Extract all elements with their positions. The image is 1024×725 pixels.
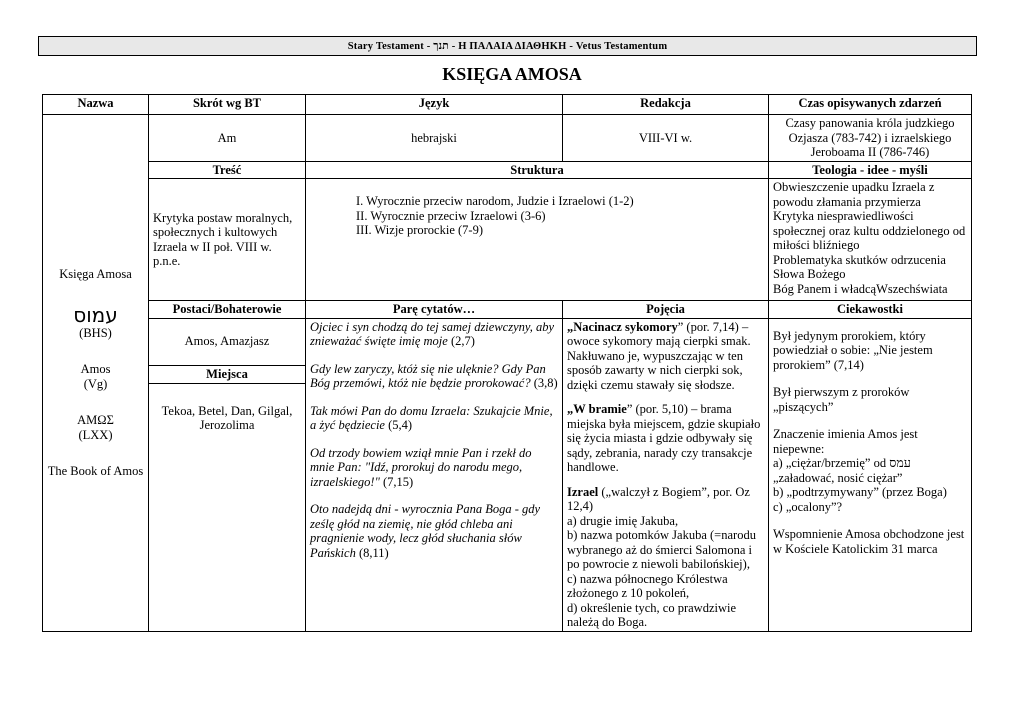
tresc-text: Krytyka postaw moralnych, społecznych i kultowych Izraela w II poł. VIII w. p.n.e. xyxy=(149,179,306,301)
name-hebrew-source: (BHS) xyxy=(79,325,112,340)
cytat-item: Ojciec i syn chodzą do tej samej dziewczyny, aby znieważać święte imię moje (2,7) xyxy=(310,319,555,348)
section-header-struktura: Struktura xyxy=(306,161,769,179)
book-summary-table xyxy=(42,94,972,632)
cytat-item: Tak mówi Pan do domu Izraela: Szukajcie Mnie, a żyć będziecie (5,4) xyxy=(310,403,553,432)
teologia-item: Obwieszczenie upadku Izraela z powodu złamania przymierza xyxy=(773,180,935,209)
pojecie-item: „W bramie” (por. 5,10) – brama miejska była miejscem, gdzie skupiało się życia miasta i gdzie odbywały się sądy, zebrania, narady czy transakcje handlowe. xyxy=(567,402,761,474)
section-header-teologia: Teologia - idee - myśli xyxy=(769,161,972,179)
section-header-cytaty: Parę cytatów… xyxy=(306,301,563,319)
name-polish: Księga Amosa xyxy=(59,267,132,281)
ciekawostka-subitem: „załadować, nosić ciężar” xyxy=(773,470,903,485)
pojecie-item: „Nacinacz sykomory” (por. 7,14) – owoce sykomory mają cierpki smak. Nakłuwano je, wypuszczając w ten sposób zawarty w nich cierpki sok, dzięki czemu stawały się słodsze. xyxy=(567,319,751,392)
czas-value: Czasy panowania króla judzkiego Ozjasza (783-742) i izraelskiego Jeroboama II (786-746) xyxy=(769,115,972,162)
pojecie-subitem: c) nazwa północnego Królestwa złożonego z 10 pokoleń, xyxy=(567,571,728,600)
ciekawostka-subitem: c) „ocalony”? xyxy=(773,499,843,514)
ciekawostka-item: Znaczenie imienia Amos jest niepewne: xyxy=(773,427,918,456)
jezyk-value: hebrajski xyxy=(306,115,563,162)
section-header-postaci: Postaci/Bohaterowie xyxy=(149,301,306,319)
cytat-item: Oto nadejdą dni - wyrocznia Pana Boga - gdy ześlę głód na ziemię, nie głód chleba ani pragnienie wody, lecz głód słuchania słów Pańskich (8,11) xyxy=(310,502,541,560)
col-header-redakcja: Redakcja xyxy=(563,95,769,115)
pojecie-item: Izrael („walczył z Bogiem”, por. Oz 12,4) xyxy=(567,484,750,513)
ciekawostki-list xyxy=(769,318,972,631)
name-latin-source: (Vg) xyxy=(83,376,108,391)
ciekawostka-item: Wspomnienie Amosa obchodzone jest w Kościele Katolickim 31 marca xyxy=(773,527,965,556)
name-latin: Amos xyxy=(80,362,111,376)
section-header-pojecia: Pojęcia xyxy=(563,301,769,319)
teologia-item: Problematyka skutków odrzucenia Słowa Bożego xyxy=(773,252,946,281)
skrot-value: Am xyxy=(149,115,306,162)
ciekawostka-item: Był jedynym prorokiem, który powiedział o sobie: „Nie jestem prorokiem” (7,14) xyxy=(773,328,933,372)
struktura-list xyxy=(306,179,769,301)
teologia-item: Bóg Panem i władcąWszechświata xyxy=(773,281,948,296)
postaci-text: Amos, Amazjasz xyxy=(149,318,306,365)
struktura-item: I. Wyrocznie przeciw narodom, Judzie i Izraelowi (1-2) xyxy=(356,194,634,208)
cytat-item: Gdy lew zaryczy, któż się nie ulęknie? Gdy Pan Bóg przemówi, któż nie będzie prorokować? (3,8) xyxy=(310,361,558,390)
name-english: The Book of Amos xyxy=(47,464,144,478)
name-greek-source: (LXX) xyxy=(78,427,113,442)
col-header-jezyk: Język xyxy=(306,95,563,115)
pojecie-subitem: b) nazwa potomków Jakuba (=narodu wybranego aż do śmierci Salomona i po powrocie z niewoli babilońskiej), xyxy=(567,528,756,571)
nazwa-cell xyxy=(43,115,149,632)
teologia-item: Krytyka niesprawiedliwości społecznej oraz kultu oddzielonego od miłości bliźniego xyxy=(773,209,966,252)
struktura-item: III. Wizje prorockie (7-9) xyxy=(356,223,483,237)
miejsca-text: Tekoa, Betel, Dan, Gilgal, Jerozolima xyxy=(149,383,306,631)
cytat-item: Od trzody bowiem wziął mnie Pan i rzekł do mnie Pan: "Idź, prorokuj do narodu mego, izraelskiego!" (7,15) xyxy=(310,445,532,489)
struktura-item: II. Wyrocznie przeciw Izraelowi (3-6) xyxy=(356,208,546,223)
teologia-list xyxy=(769,179,972,301)
cytaty-list xyxy=(306,318,563,631)
ciekawostka-subitem: b) „podtrzymywany” (przez Boga) xyxy=(773,485,947,499)
section-header-tresc: Treść xyxy=(149,161,306,179)
section-header-miejsca: Miejsca xyxy=(149,365,306,383)
pojecia-list xyxy=(563,318,769,631)
testament-banner: Stary Testament - תנך - Η ΠΑΛΑΙΑ ΔΙΑΘΗΚΗ - Vetus Testamentum xyxy=(38,36,977,56)
pojecie-subitem: a) drugie imię Jakuba, xyxy=(567,513,679,528)
name-greek: ΑΜΩΣ xyxy=(77,413,114,427)
ciekawostka-item: Był pierwszym z proroków „piszących” xyxy=(773,385,910,414)
name-hebrew: עמוס xyxy=(73,302,118,327)
pojecie-subitem: d) określenie tych, co prawdziwie należą do Boga. xyxy=(567,600,737,629)
ciekawostka-subitem: a) „ciężar/brzemię” od עמס xyxy=(773,456,911,470)
col-header-skrot: Skrót wg BT xyxy=(149,95,306,115)
redakcja-value: VIII-VI w. xyxy=(563,115,769,162)
col-header-czas: Czas opisywanych zdarzeń xyxy=(769,95,972,115)
col-header-nazwa: Nazwa xyxy=(43,95,149,115)
page-title: KSIĘGA AMOSA xyxy=(442,64,582,84)
section-header-ciekawostki: Ciekawostki xyxy=(769,301,972,319)
